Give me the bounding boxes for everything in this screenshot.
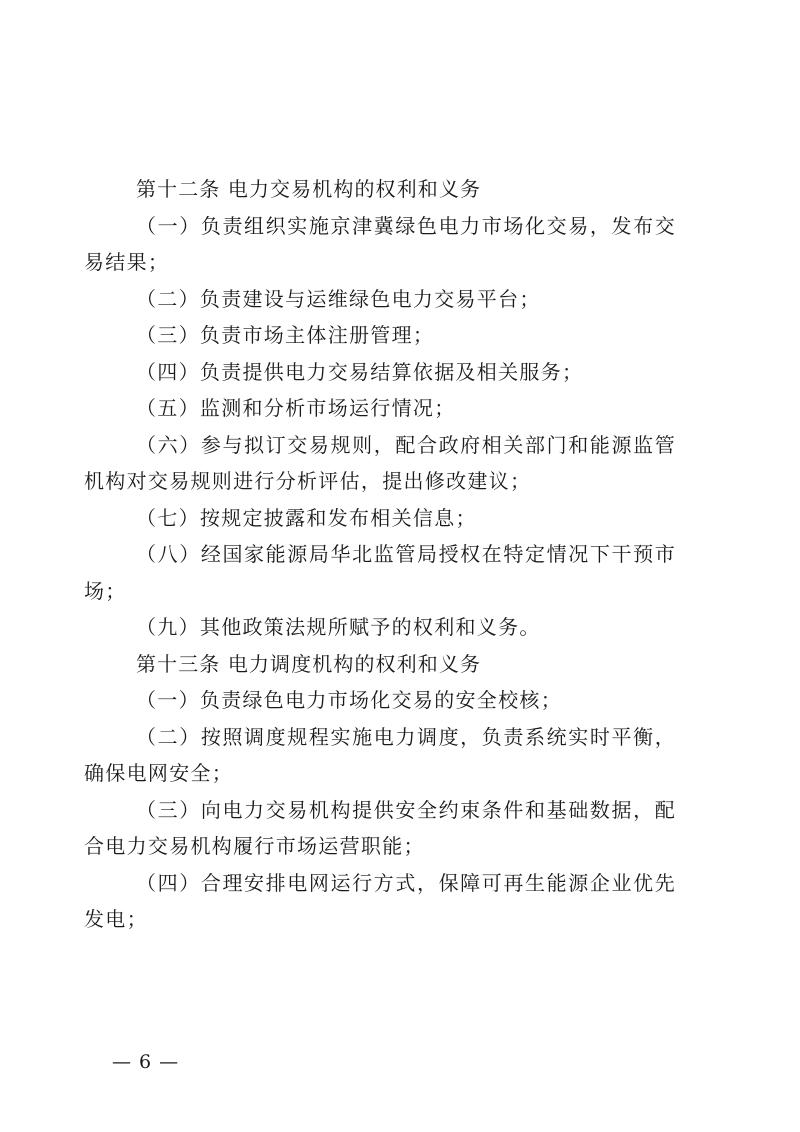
page-number: — 6 — — [112, 1051, 180, 1073]
article-12-heading: 第十二条 电力交易机构的权利和义务 — [136, 177, 482, 201]
article-12-item-2: （二）负责建设与运维绿色电力交易平台； — [136, 286, 541, 311]
article-12-item-9: （九）其他政策法规所赋予的权利和义务。 — [136, 615, 541, 639]
article-13-item-1: （一）负责绿色电力市场化交易的安全校核； — [136, 688, 562, 712]
article-12-item-8: （八）经国家能源局华北监管局授权在特定情况下干预市场； — [84, 542, 676, 603]
article-12-item-4: （四）负责提供电力交易结算依据及相关服务； — [136, 359, 584, 384]
article-13-item-4: （四）合理安排电网运行方式，保障可再生能源企业优先发电； — [84, 870, 676, 931]
article-12-item-7: （七）按规定披露和发布相关信息； — [136, 505, 477, 530]
article-12-item-1: （一）负责组织实施京津冀绿色电力市场化交易，发布交易结果； — [84, 213, 676, 274]
document-body — [84, 171, 676, 938]
article-13-heading: 第十三条 电力调度机构的权利和义务 — [136, 651, 482, 676]
article-12-item-6: （六）参与拟订交易规则，配合政府相关部门和能源监管机构对交易规则进行分析评估，提出修改建议； — [84, 432, 676, 493]
article-13-item-3: （三）向电力交易机构提供安全约束条件和基础数据，配合电力交易机构履行市场运营职能； — [84, 797, 676, 858]
article-12-item-3: （三）负责市场主体注册管理； — [136, 323, 435, 347]
article-12-item-5: （五）监测和分析市场运行情况； — [136, 396, 456, 420]
article-13-item-2: （二）按照调度规程实施电力调度，负责系统实时平衡，确保电网安全； — [84, 724, 676, 785]
